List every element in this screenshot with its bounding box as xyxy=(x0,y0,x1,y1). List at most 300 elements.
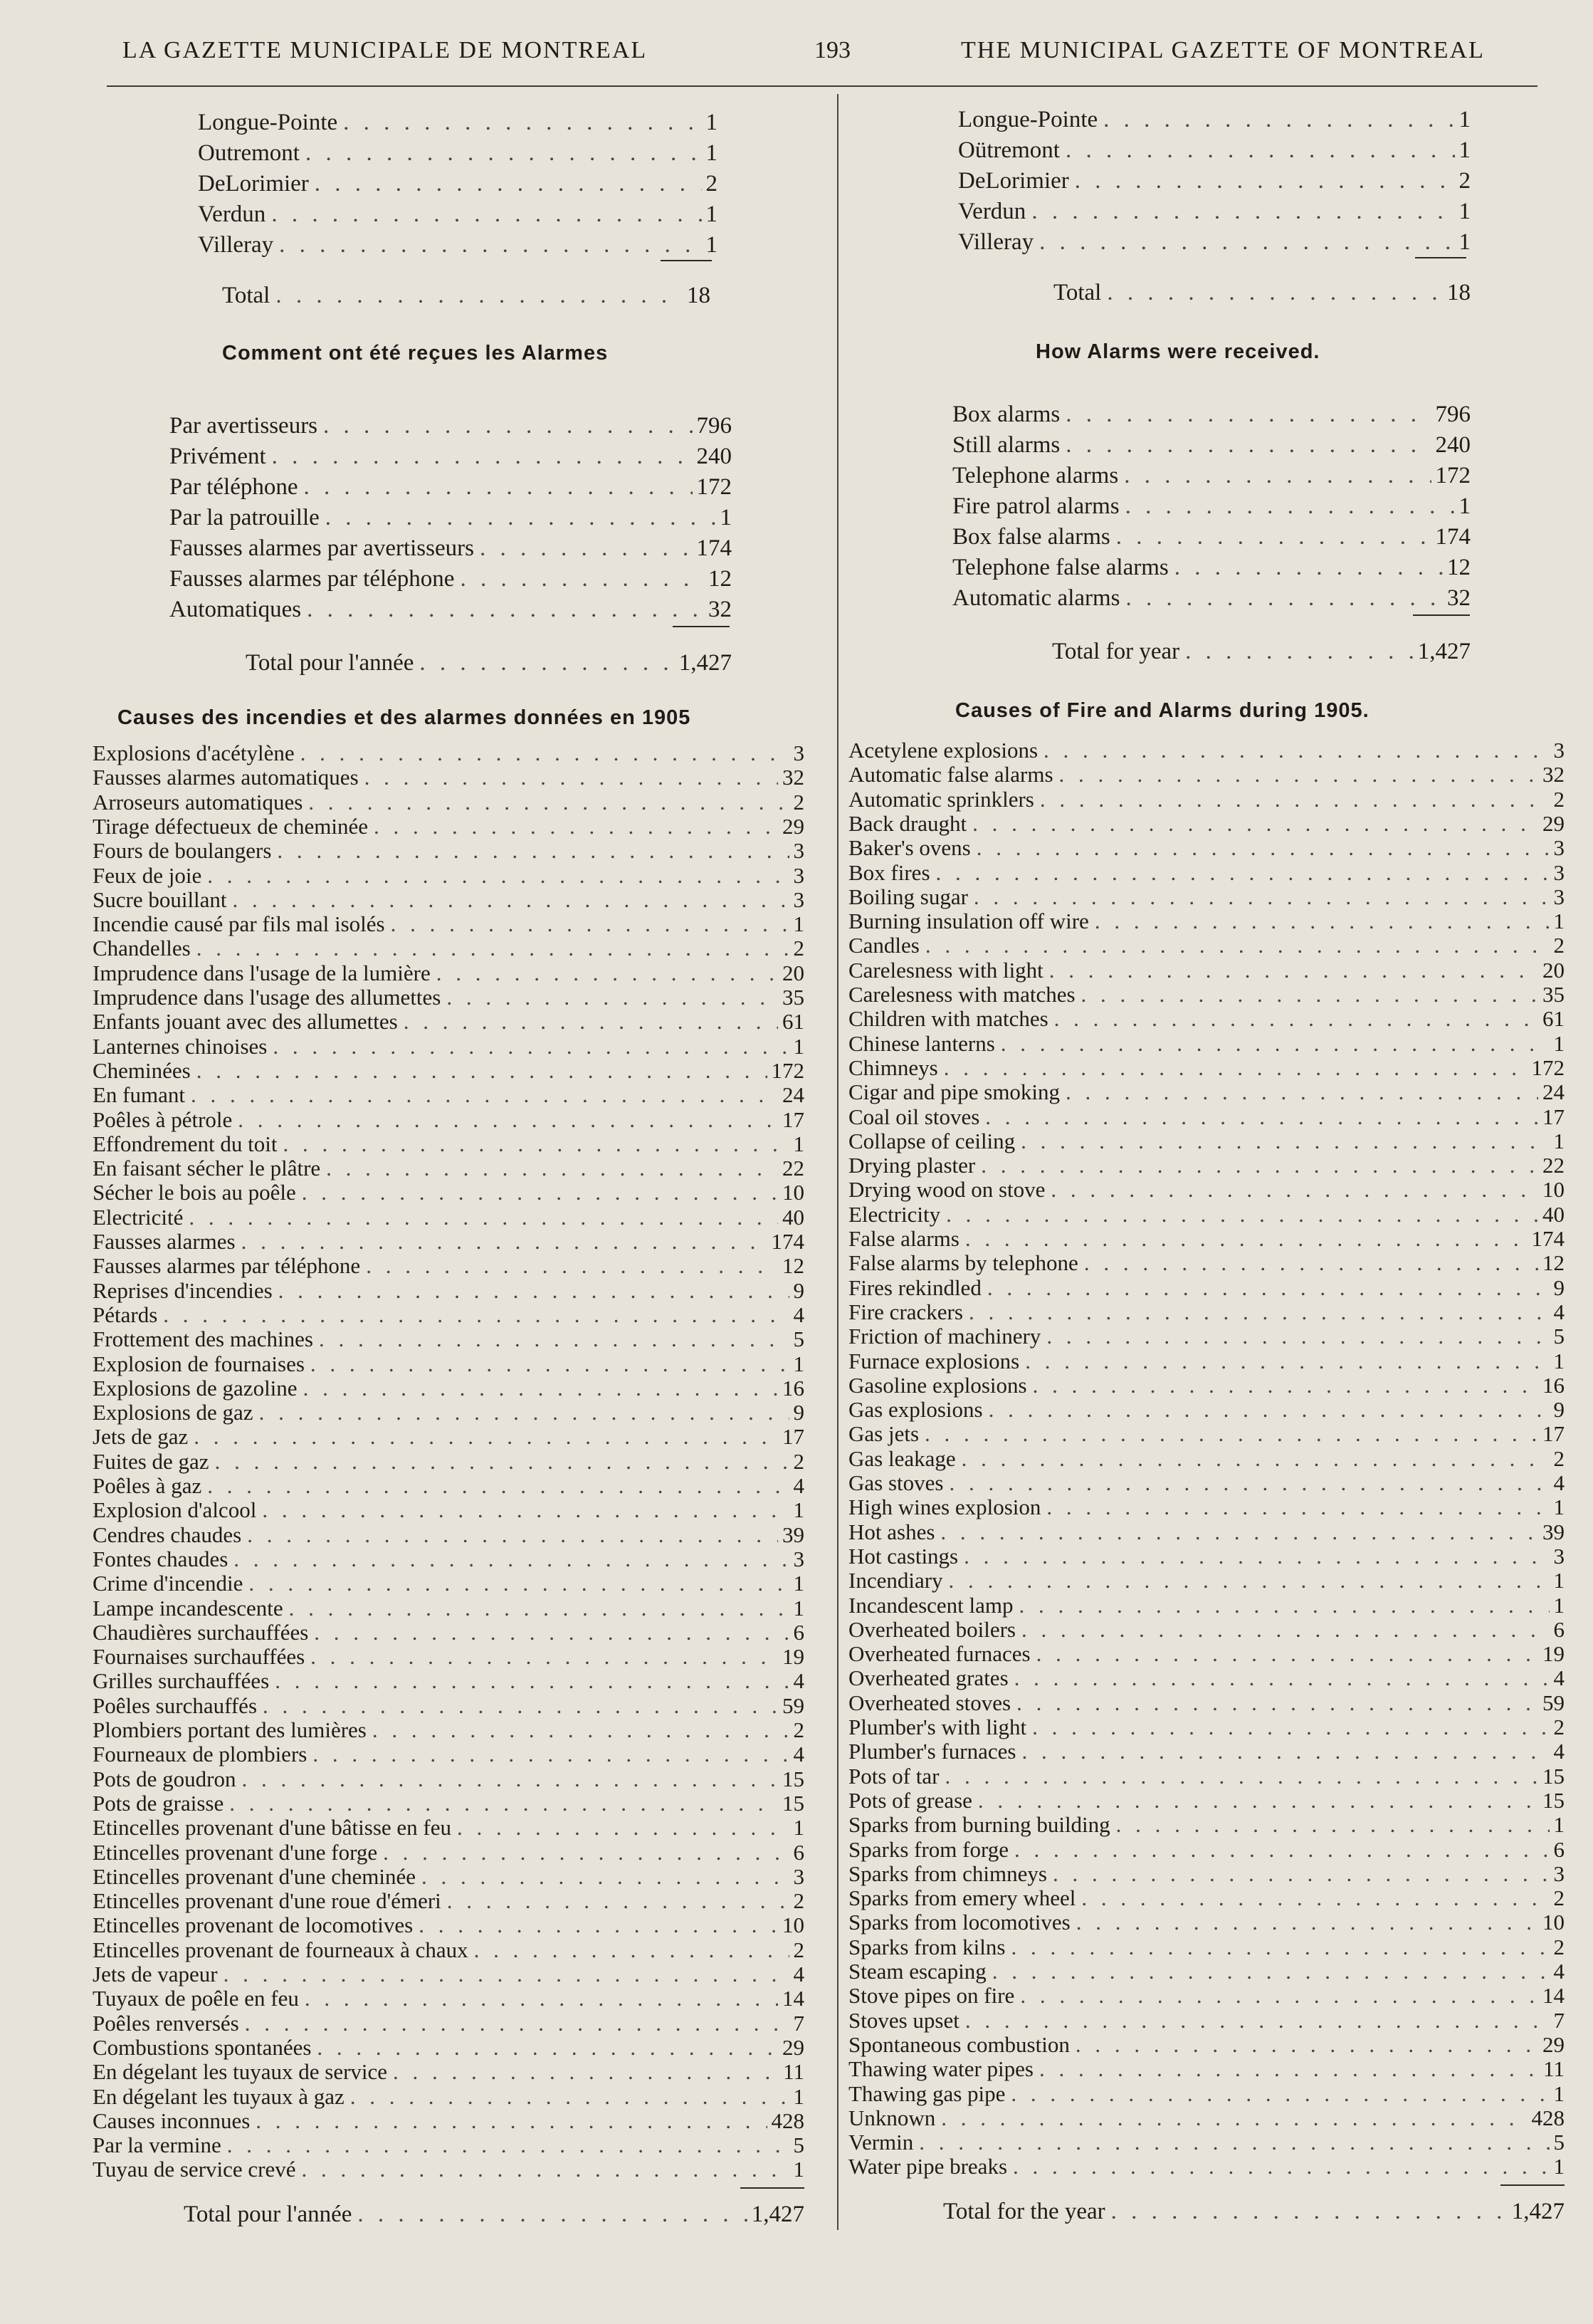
row-label: Incendiary xyxy=(848,1568,943,1593)
leader-dots xyxy=(305,1351,789,1377)
row-value: 11 xyxy=(783,2059,804,2085)
row-value: 1 xyxy=(793,1131,804,1156)
leader-dots xyxy=(1060,402,1431,428)
leader-dots xyxy=(983,1397,1550,1423)
row-label: Total xyxy=(1053,280,1102,305)
row-value: 29 xyxy=(1542,2031,1565,2057)
cause-row xyxy=(93,1253,804,1279)
row-label: Overheated stoves xyxy=(848,1690,1011,1715)
municipality-row xyxy=(958,168,1471,194)
row-value: 4 xyxy=(1553,1665,1565,1691)
row-label: Pots de goudron xyxy=(93,1766,236,1791)
row-value: 2 xyxy=(1553,1445,1565,1471)
row-label: Longue-Pointe xyxy=(958,107,1098,132)
row-label: Fausses alarmes xyxy=(93,1229,236,1254)
causes-heading: Causes of Fire and Alarms during 1905. xyxy=(955,699,1369,722)
row-label: Carelesness with matches xyxy=(848,982,1076,1007)
cause-row xyxy=(848,1690,1565,1716)
row-value: 2 xyxy=(793,1717,804,1742)
row-value: 6 xyxy=(1553,1836,1565,1862)
cause-row xyxy=(93,765,804,790)
row-value: 14 xyxy=(1542,1983,1565,2009)
row-value: 3 xyxy=(793,1863,804,1889)
row-value: 2 xyxy=(1458,168,1471,194)
row-label: Furnace explosions xyxy=(848,1348,1020,1373)
cause-row xyxy=(93,2157,804,2182)
row-label: Automatic sprinklers xyxy=(848,786,1034,812)
cause-row xyxy=(93,911,804,937)
row-label: Acetylene explosions xyxy=(848,738,1039,763)
leader-dots xyxy=(296,2157,789,2182)
leader-dots xyxy=(271,838,789,864)
leader-dots xyxy=(1101,280,1443,306)
row-label: Stove pipes on fire xyxy=(848,1983,1015,2009)
row-label: Hot ashes xyxy=(848,1519,935,1544)
leader-dots xyxy=(377,1840,789,1865)
row-value: 35 xyxy=(782,985,804,1010)
total-row xyxy=(1053,280,1471,306)
leader-dots xyxy=(320,1156,778,1181)
cause-row xyxy=(848,1910,1565,1935)
cause-row xyxy=(848,2130,1565,2155)
leader-dots xyxy=(311,2035,778,2061)
row-value: 1 xyxy=(793,2157,804,2182)
row-value: 61 xyxy=(1542,1006,1565,1032)
row-label: Overheated boilers xyxy=(848,1616,1016,1642)
row-value: 2 xyxy=(793,789,804,815)
cause-row xyxy=(848,1861,1565,1887)
leader-dots xyxy=(1007,2154,1549,2179)
leader-dots xyxy=(1034,787,1550,812)
leader-dots xyxy=(239,2011,789,2036)
cause-row xyxy=(848,1837,1565,1863)
leader-dots xyxy=(1047,1861,1550,1887)
row-value: 15 xyxy=(782,1766,804,1791)
row-value: 1 xyxy=(1553,1128,1565,1153)
cause-row xyxy=(848,2154,1565,2179)
leader-dots xyxy=(1009,1665,1550,1691)
row-label: Unknown xyxy=(848,2105,936,2130)
row-value: 2 xyxy=(793,1937,804,1962)
row-label: Effondrement du toit xyxy=(93,1131,278,1156)
leader-dots xyxy=(943,1470,1549,1496)
row-label: Arroseurs automatiques xyxy=(93,789,303,815)
cause-row xyxy=(848,1788,1565,1813)
row-value: 1 xyxy=(1458,107,1471,132)
cause-row xyxy=(93,1376,804,1401)
row-label: En dégelant les tuyaux de service xyxy=(93,2059,388,2085)
cause-row xyxy=(848,835,1565,861)
row-value: 1 xyxy=(1553,909,1565,934)
cause-row xyxy=(93,887,804,913)
leader-dots xyxy=(972,1788,1538,1813)
leader-dots xyxy=(1078,1250,1538,1276)
cause-row xyxy=(93,838,804,864)
leader-dots xyxy=(474,535,693,562)
row-label: Gas leakage xyxy=(848,1445,956,1471)
leader-dots xyxy=(913,2130,1549,2155)
cause-row xyxy=(93,1888,804,1914)
row-label: Etincelles provenant d'une bâtisse en feu xyxy=(93,1815,451,1841)
row-value: 174 xyxy=(771,1229,804,1254)
leader-dots xyxy=(270,283,683,309)
row-value: 10 xyxy=(782,1180,804,1205)
leader-dots xyxy=(413,1912,778,1938)
row-value: 1 xyxy=(793,1497,804,1523)
row-value: 40 xyxy=(1542,1201,1565,1227)
row-value: 1 xyxy=(793,1351,804,1376)
row-label: Collapse of ceiling xyxy=(848,1128,1016,1153)
alarm-row xyxy=(952,555,1471,581)
cause-row xyxy=(848,2008,1565,2034)
row-value: 11 xyxy=(1543,2056,1565,2082)
leader-dots xyxy=(266,201,701,228)
row-value: 1 xyxy=(1553,1495,1565,1520)
cause-row xyxy=(848,762,1565,787)
row-value: 20 xyxy=(782,960,804,985)
row-value: 39 xyxy=(782,1522,804,1547)
row-value: 15 xyxy=(1542,1787,1565,1813)
row-label: Explosions de gaz xyxy=(93,1400,253,1425)
row-label: Par avertisseurs xyxy=(169,413,318,439)
leader-dots xyxy=(1089,909,1550,934)
alarm-row xyxy=(169,597,732,623)
leader-dots xyxy=(1015,1129,1549,1154)
cause-row xyxy=(848,1544,1565,1569)
row-label: Tirage défectueux de cheminée xyxy=(93,813,369,839)
municipality-row xyxy=(198,232,717,258)
row-value: 3 xyxy=(793,740,804,765)
row-label: Explosions de gazoline xyxy=(93,1375,298,1401)
alarm-row xyxy=(169,535,732,562)
row-value: 1 xyxy=(1458,137,1471,163)
alarms-total-row xyxy=(246,650,732,676)
cause-row xyxy=(93,1156,804,1181)
leader-dots xyxy=(968,884,1550,910)
row-label: Jets de gaz xyxy=(93,1424,189,1450)
cause-row xyxy=(93,1400,804,1425)
row-label: Automatic false alarms xyxy=(848,762,1053,787)
cause-row xyxy=(93,1546,804,1572)
row-label: Verdun xyxy=(198,201,266,227)
cause-row xyxy=(93,1815,804,1841)
leader-dots xyxy=(967,811,1538,837)
leader-dots xyxy=(228,1546,789,1572)
cause-row xyxy=(848,738,1565,763)
cause-row xyxy=(93,1864,804,1890)
leader-dots xyxy=(188,1424,778,1450)
row-value: 1 xyxy=(1553,1348,1565,1373)
row-value: 2 xyxy=(1553,933,1565,958)
leader-dots xyxy=(982,1275,1550,1301)
row-label: Chandelles xyxy=(93,936,191,961)
leader-dots xyxy=(273,1278,789,1304)
leader-dots xyxy=(995,1031,1550,1057)
row-value: 2 xyxy=(793,1888,804,1914)
row-value: 1 xyxy=(720,505,732,530)
row-value: 5 xyxy=(793,2132,804,2158)
leader-dots xyxy=(243,1571,789,1596)
row-label: Thawing water pipes xyxy=(848,2056,1034,2082)
row-value: 1 xyxy=(793,2083,804,2109)
row-value: 29 xyxy=(782,813,804,839)
leader-dots xyxy=(191,1058,767,1084)
row-label: Total for year xyxy=(1052,639,1180,664)
row-label: Explosions d'acétylène xyxy=(93,740,295,765)
row-value: 3 xyxy=(793,1546,804,1571)
leader-dots xyxy=(1060,432,1431,459)
row-label: Incandescent lamp xyxy=(848,1592,1014,1618)
leader-dots xyxy=(979,1104,1538,1130)
row-value: 5 xyxy=(1553,1324,1565,1349)
row-label: Children with matches xyxy=(848,1006,1048,1032)
column-divider xyxy=(837,94,838,2230)
leader-dots xyxy=(309,171,702,197)
alarms-heading: How Alarms were received. xyxy=(1036,340,1320,363)
row-label: Enfants jouant avec des allumettes xyxy=(93,1009,398,1035)
leader-dots xyxy=(277,1131,789,1157)
row-label: En faisant sécher le plâtre xyxy=(93,1156,321,1181)
row-label: Combustions spontanées xyxy=(93,2034,312,2060)
row-label: DeLorimier xyxy=(958,168,1069,194)
row-value: 2 xyxy=(793,1448,804,1474)
leader-dots xyxy=(298,1376,778,1401)
leader-dots xyxy=(1076,1885,1549,1911)
cause-row xyxy=(93,1034,804,1059)
cause-row xyxy=(93,1791,804,1816)
leader-dots xyxy=(352,2202,747,2228)
leader-dots xyxy=(185,1082,778,1108)
cause-row xyxy=(93,1424,804,1450)
row-value: 9 xyxy=(1553,1397,1565,1423)
row-value: 5 xyxy=(1553,2130,1565,2155)
alarm-row xyxy=(952,585,1471,612)
row-value: 22 xyxy=(1542,1153,1565,1178)
leader-dots xyxy=(345,2084,789,2110)
row-value: 1,427 xyxy=(1417,639,1471,664)
row-value: 16 xyxy=(782,1375,804,1401)
alarm-row xyxy=(169,413,732,439)
cause-row xyxy=(848,1250,1565,1276)
row-label: Etincelles provenant d'une roue d'émeri xyxy=(93,1888,441,1914)
leader-dots xyxy=(257,1693,778,1719)
row-value: 3 xyxy=(793,886,804,912)
leader-dots xyxy=(398,1009,778,1035)
row-label: Steam escaping xyxy=(848,1959,987,1984)
row-label: Chimneys xyxy=(848,1054,938,1080)
row-label: Friction of machinery xyxy=(848,1324,1041,1349)
row-value: 172 xyxy=(1435,463,1471,488)
row-label: Fournaises surchauffées xyxy=(93,1644,305,1670)
row-value: 9 xyxy=(793,1400,804,1425)
row-label: Pots of tar xyxy=(848,1763,940,1789)
leader-dots xyxy=(209,1449,789,1475)
row-label: Etincelles provenant de locomotives xyxy=(93,1912,414,1938)
cause-row xyxy=(93,1668,804,1694)
leader-dots xyxy=(441,985,778,1010)
row-value: 17 xyxy=(782,1106,804,1132)
row-label: Imprudence dans l'usage de la lumière xyxy=(93,960,431,985)
row-value: 1 xyxy=(1553,1812,1565,1838)
row-label: Reprises d'incendies xyxy=(93,1277,273,1303)
row-value: 1 xyxy=(1553,1592,1565,1618)
cause-row xyxy=(93,863,804,889)
leader-dots xyxy=(359,765,778,790)
leader-dots xyxy=(157,1302,789,1328)
causes-total-rule xyxy=(740,2187,804,2189)
municipality-row xyxy=(958,137,1471,164)
leader-dots xyxy=(283,1596,789,1621)
cause-row xyxy=(93,2035,804,2061)
row-value: 172 xyxy=(771,1057,804,1083)
row-label: Burning insulation off wire xyxy=(848,909,1089,934)
row-label: Poêles à pétrole xyxy=(93,1106,233,1132)
alarm-row xyxy=(952,402,1471,428)
row-label: Par la vermine xyxy=(93,2132,221,2158)
row-label: Incendie causé par fils mal isolés xyxy=(93,911,385,937)
municipality-row xyxy=(958,199,1471,225)
cause-row xyxy=(93,1180,804,1205)
header-french-title: LA GAZETTE MUNICIPALE DE MONTREAL xyxy=(122,37,648,63)
row-label: Electricité xyxy=(93,1204,184,1230)
row-label: Lanternes chinoises xyxy=(93,1033,268,1059)
row-value: 1 xyxy=(1458,199,1471,224)
row-label: Fire crackers xyxy=(848,1299,963,1324)
cause-row xyxy=(848,1519,1565,1545)
row-label: Hot castings xyxy=(848,1543,959,1569)
row-value: 3 xyxy=(1553,1860,1565,1886)
leader-dots xyxy=(1098,107,1454,133)
row-label: Drying wood on stove xyxy=(848,1177,1046,1203)
leader-dots xyxy=(919,1421,1538,1447)
row-value: 7 xyxy=(1553,2007,1565,2033)
row-label: High wines explosion xyxy=(848,1495,1041,1520)
row-label: Sucre bouillant xyxy=(93,886,227,912)
leader-dots xyxy=(1070,2032,1538,2058)
cause-row xyxy=(93,740,804,766)
cause-row xyxy=(848,1299,1565,1325)
leader-dots xyxy=(267,1034,789,1059)
row-value: 4 xyxy=(793,1473,804,1498)
leader-dots xyxy=(1034,2056,1539,2082)
leader-dots xyxy=(956,1446,1550,1472)
row-value: 2 xyxy=(1553,1934,1565,1959)
cause-row xyxy=(93,1766,804,1792)
leader-dots xyxy=(1031,1641,1538,1667)
cause-row xyxy=(848,1226,1565,1252)
alarms-heading: Comment ont été reçues les Alarmes xyxy=(222,342,609,365)
leader-dots xyxy=(1016,1617,1550,1643)
header-rule xyxy=(107,85,1537,87)
row-value: 3 xyxy=(793,862,804,888)
leader-dots xyxy=(303,790,789,815)
leader-dots xyxy=(975,1153,1538,1178)
causes-total-row xyxy=(943,2199,1565,2225)
leader-dots xyxy=(1076,982,1538,1007)
cause-row xyxy=(93,1522,804,1548)
row-label: Cendres chaudes xyxy=(93,1522,242,1547)
leader-dots xyxy=(1169,555,1443,581)
cause-row xyxy=(93,790,804,815)
leader-dots xyxy=(960,1226,1528,1252)
cause-row xyxy=(848,2056,1565,2082)
row-label: Longue-Pointe xyxy=(198,110,338,135)
row-value: 2 xyxy=(1553,1715,1565,1739)
row-value: 428 xyxy=(771,2108,804,2133)
leader-dots xyxy=(1060,137,1455,164)
row-value: 1 xyxy=(705,232,717,258)
row-value: 3 xyxy=(793,838,804,864)
row-label: Overheated furnaces xyxy=(848,1641,1031,1667)
cause-row xyxy=(848,1275,1565,1301)
cause-row xyxy=(848,1373,1565,1398)
leader-dots xyxy=(416,1864,789,1890)
row-label: Cheminées xyxy=(93,1057,191,1083)
row-label: Telephone alarms xyxy=(952,463,1119,488)
row-value: 2 xyxy=(705,171,717,197)
row-label: Cigar and pipe smoking xyxy=(848,1079,1061,1105)
row-value: 1,427 xyxy=(678,650,732,676)
row-value: 1 xyxy=(1458,229,1471,255)
row-value: 5 xyxy=(793,1326,804,1352)
leader-dots xyxy=(1014,1593,1550,1618)
row-label: Automatiques xyxy=(169,597,302,622)
row-value: 6 xyxy=(1553,1616,1565,1642)
leader-dots xyxy=(958,1544,1549,1569)
header-english-title: THE MUNICIPAL GAZETTE OF MONTREAL xyxy=(961,37,1485,63)
row-label: Sécher le bois au poêle xyxy=(93,1180,296,1205)
row-value: 1,427 xyxy=(1511,2198,1565,2224)
row-value: 18 xyxy=(1447,280,1471,305)
alarm-row xyxy=(952,493,1471,520)
leader-dots xyxy=(414,650,674,676)
cause-row xyxy=(848,787,1565,812)
leader-dots xyxy=(221,2132,789,2158)
row-value: 16 xyxy=(1542,1372,1565,1398)
row-label: Poêles renversés xyxy=(93,2010,239,2036)
leader-dots xyxy=(273,232,701,258)
leader-dots xyxy=(943,1568,1550,1593)
row-label: Thawing gas pipe xyxy=(848,2080,1006,2106)
leader-dots xyxy=(938,1055,1528,1081)
leader-dots xyxy=(296,1180,778,1205)
row-value: 6 xyxy=(793,1839,804,1865)
leader-dots xyxy=(1045,1177,1538,1203)
row-label: Verdun xyxy=(958,199,1026,224)
leader-dots xyxy=(385,911,789,937)
row-value: 35 xyxy=(1542,982,1565,1007)
cause-row xyxy=(93,1620,804,1645)
row-label: Drying plaster xyxy=(848,1153,976,1178)
row-label: Water pipe breaks xyxy=(848,2154,1008,2179)
row-value: 29 xyxy=(1542,810,1565,836)
cause-row xyxy=(848,982,1565,1007)
cause-row xyxy=(848,2081,1565,2107)
cause-row xyxy=(93,1131,804,1157)
leader-dots xyxy=(935,1519,1538,1545)
leader-dots xyxy=(1043,958,1538,983)
cause-row xyxy=(848,1495,1565,1520)
leader-dots xyxy=(227,887,789,913)
page-header xyxy=(0,37,1593,80)
row-value: 796 xyxy=(1435,402,1471,427)
row-value: 29 xyxy=(782,2034,804,2060)
cause-row xyxy=(93,1962,804,1987)
leader-dots xyxy=(387,2059,779,2085)
row-label: Back draught xyxy=(848,810,967,836)
leader-dots xyxy=(1019,1349,1549,1374)
row-label: False alarms by telephone xyxy=(848,1250,1078,1276)
